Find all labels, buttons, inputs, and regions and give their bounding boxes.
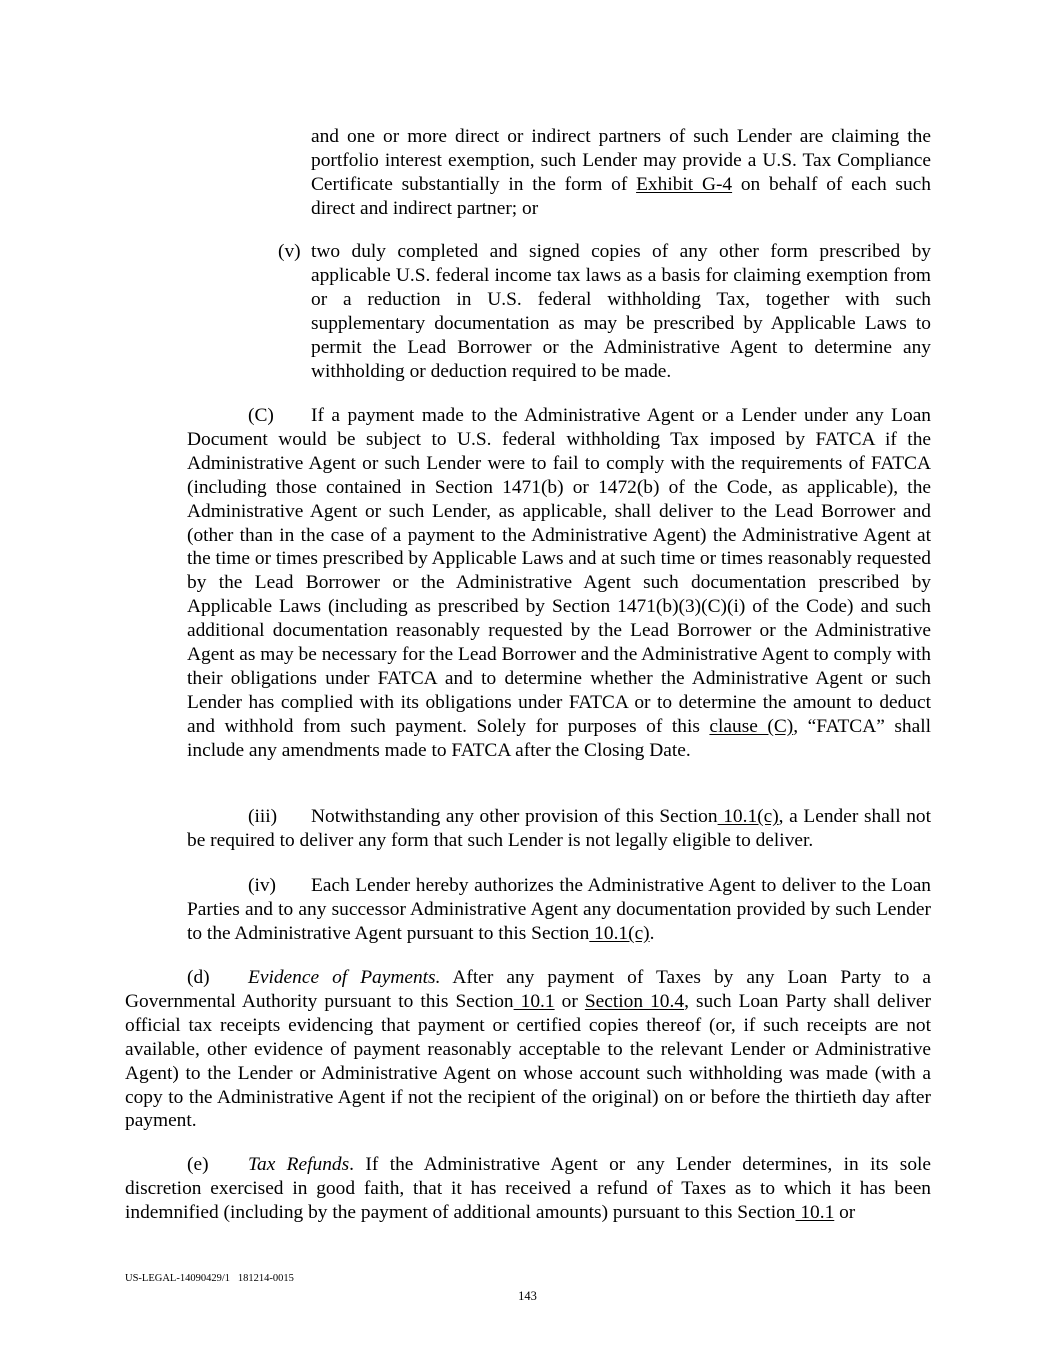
- section-10-1-link[interactable]: 10.1: [513, 990, 555, 1012]
- paragraph-number: (iv): [248, 875, 276, 896]
- paragraph-iv-continuation: [311, 125, 931, 221]
- paragraph-d: [125, 966, 931, 1133]
- section-10-1c-link[interactable]: 10.1(c): [717, 806, 779, 827]
- section-10-4-link[interactable]: Section 10.4: [584, 990, 685, 1012]
- paragraph-text: If a payment made to the Administrative Agent or a Lender under any Loan Document would be subject to U.S. federal withholding Tax imposed by FATCA if the Administrative Agent or such Lender were to fail to comply with the requirements of FATCA (including those contained in Section 1471(b) or 1472(b) of the Code, as applicable), the Administrative Agent or such Lender, as applicable, shall deliver to the Lead Borrower and (other than in the case of a payment to the Administrative Agent) the Administrative Agent at the time or times prescribed by Applicable Laws and at such time or times reasonably requested by the Lead Borrower or the Administrative Agent such documentation prescribed by Applicable Laws (including as prescribed by Section 1471(b)(3)(C)(i) of the Code) and such additional documentation reasonably requested by the Lead Borrower or the Administrative Agent as may be necessary for the Lead Borrower and the Administrative Agent to comply with their obligations under FATCA and to determine whether the Administrative Agent or such Lender has complied with its obligations under FATCA or to determine the amount to deduct and withhold from such payment. Solely for purposes of this: [187, 405, 931, 737]
- paragraph-number: (iii): [248, 806, 278, 827]
- paragraph-text: or: [554, 990, 585, 1012]
- document-id: US-LEGAL-14090429/1 181214-0015: [125, 1273, 294, 1284]
- paragraph-iii: [187, 805, 931, 853]
- paragraph-text: , a Lender shall not be required to deliver any form that such Lender is not legally eligible to deliver.: [187, 806, 932, 851]
- paragraph-text: After any payment of Taxes by any Loan Party to a Governmental Authority pursuant to this Section: [125, 967, 932, 1012]
- paragraph-iv: [187, 874, 931, 946]
- clause-c-link[interactable]: clause (C): [709, 715, 794, 737]
- paragraph-C: [187, 404, 931, 763]
- paragraph-text: . If the Administrative Agent or any Lender determines, in its sole discretion exercised in good faith, that it has received a refund of Taxes as to which it has been indemnified (including by the payment of additional amounts) pursuant to this Section: [125, 1154, 932, 1223]
- paragraph-number: (C): [248, 405, 274, 426]
- paragraph-text: and one or more direct or indirect partners of such Lender are claiming the portfolio interest exemption, such Lender may provide a U.S. Tax Compliance Certificate substantially in the form of: [311, 126, 931, 195]
- paragraph-text: on behalf of each such direct and indirect partner; or: [311, 173, 931, 219]
- paragraph-heading: Tax Refunds: [248, 1154, 350, 1175]
- section-10-1-link[interactable]: 10.1: [795, 1201, 835, 1223]
- section-10-1c-link[interactable]: 10.1(c): [589, 922, 650, 944]
- exhibit-g4-link[interactable]: Exhibit G-4: [636, 173, 733, 195]
- paragraph-text: .: [649, 922, 655, 944]
- paragraph-number: (d): [187, 967, 210, 988]
- paragraph-text: , such Loan Party shall deliver official tax receipts evidencing that payment or certified copies thereof (or, if such receipts are not available, other evidence of payment reasonably acceptable to the relevant Lender or Administrative Agent) to the Lender or Administrative Agent on whose account such withholding was made (with a copy to the Administrative Agent if not the recipient of the original) on or before the thirtieth day after payment.: [125, 990, 931, 1132]
- paragraph-text: two duly completed and signed copies of any other form prescribed by applicable U.S. federal income tax laws as a basis for claiming exemption from or a reduction in U.S. federal withholding Tax, together with such supplementary documentation as may be prescribed by Applicable Laws to permit the Lead Borrower or the Administrative Agent to determine any withholding or deduction required to be made.: [311, 241, 931, 382]
- paragraph-heading: Evidence of Payments.: [248, 967, 441, 988]
- paragraph-number: (v): [278, 241, 301, 262]
- paragraph-text: , “FATCA” shall include any amendments made to FATCA after the Closing Date.: [187, 715, 931, 761]
- page-number: 143: [518, 1289, 537, 1303]
- paragraph-text: Notwithstanding any other provision of this Section: [311, 806, 718, 827]
- paragraph-v: [278, 240, 931, 383]
- paragraph-e: [125, 1153, 931, 1225]
- paragraph-text: or: [834, 1201, 856, 1223]
- paragraph-text: Each Lender hereby authorizes the Administrative Agent to deliver to the Loan Parties and to any successor Administrative Agent any documentation provided by such Lender to the Administrative Agent pursuant to this Section: [187, 875, 931, 944]
- paragraph-number: (e): [187, 1154, 209, 1175]
